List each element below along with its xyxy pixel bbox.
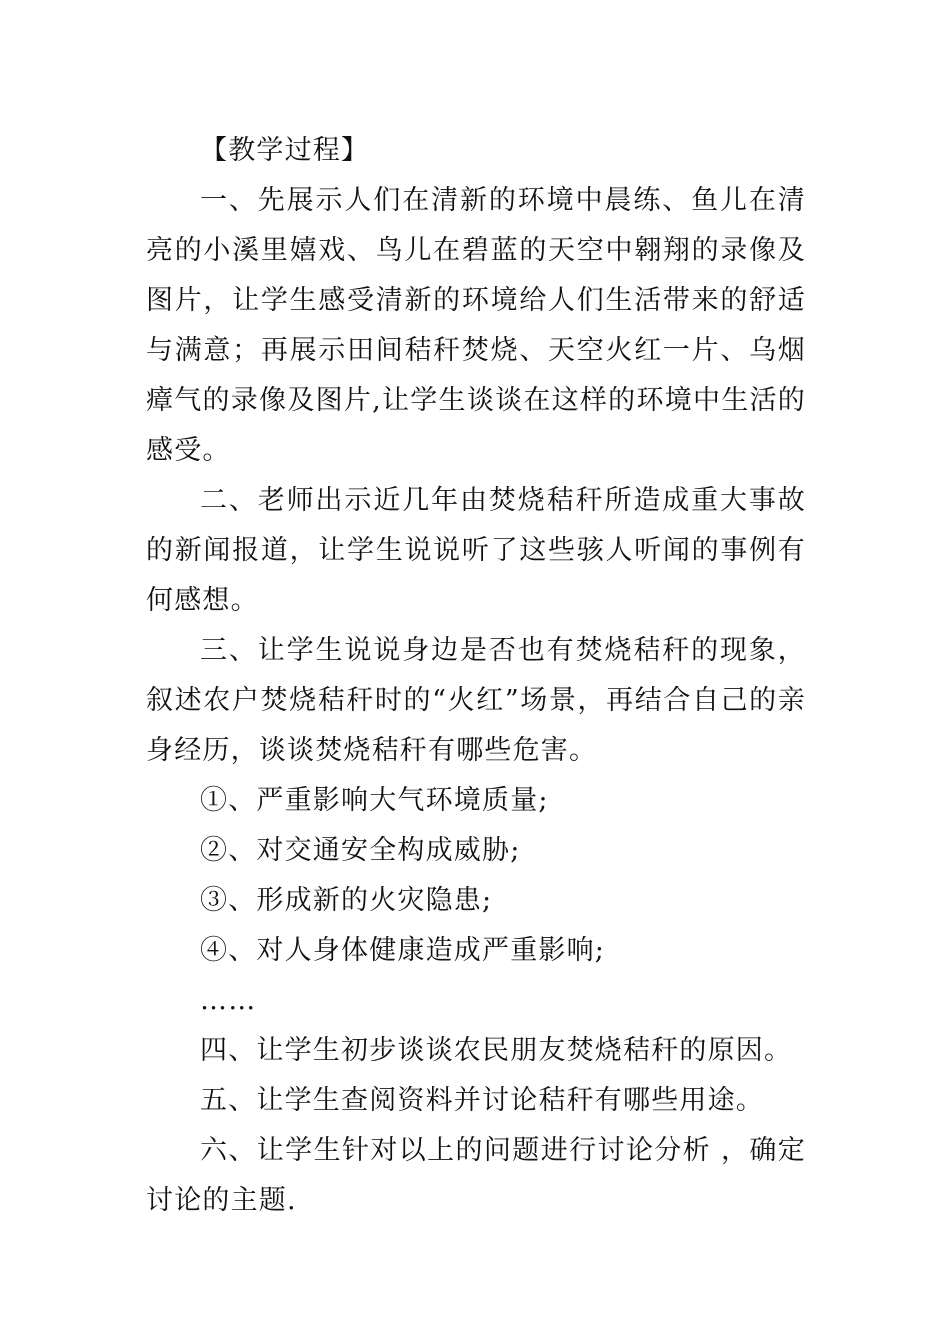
- document-body: [146, 126, 806, 1226]
- hazard-item: ②、对交通安全构成威胁;: [200, 835, 521, 866]
- section-heading: 【教学过程】: [200, 135, 370, 166]
- hazard-item: ③、形成新的火灾隐患;: [200, 885, 493, 916]
- paragraph-step-4: 四、让学生初步谈谈农民朋友焚烧秸秆的原因。: [200, 1035, 793, 1066]
- paragraph-step-3: 三、让学生说说身边是否也有焚烧秸秆的现象，叙述农户焚烧秸秆时的“火红”场景，再结合自己的亲身经历，谈谈焚烧秸秆有哪些危害。: [146, 635, 806, 766]
- paragraph-step-5: 五、让学生查阅资料并讨论秸秆有哪些用途。: [200, 1085, 764, 1116]
- hazard-item: ④、对人身体健康造成严重影响;: [200, 935, 606, 966]
- paragraph-step-1: 一、先展示人们在清新的环境中晨练、鱼儿在清亮的小溪里嬉戏、鸟儿在碧蓝的天空中翱翔的录像及图片，让学生感受清新的环境给人们生活带来的舒适与满意；再展示田间秸秆焚烧、天空火红一片、乌烟瘴气的录像及图片,让学生谈谈在这样的环境中生活的感受。: [146, 185, 806, 466]
- paragraph-step-2: 二、老师出示近几年由焚烧秸秆所造成重大事故的新闻报道，让学生说说听了这些骇人听闻的事例有何感想。: [146, 485, 806, 616]
- hazard-item: ①、严重影响大气环境质量;: [200, 785, 549, 816]
- ellipsis: ……: [200, 985, 257, 1016]
- paragraph-step-6: 六、让学生针对以上的问题进行讨论分析 ，确定讨论的主题.: [146, 1135, 806, 1216]
